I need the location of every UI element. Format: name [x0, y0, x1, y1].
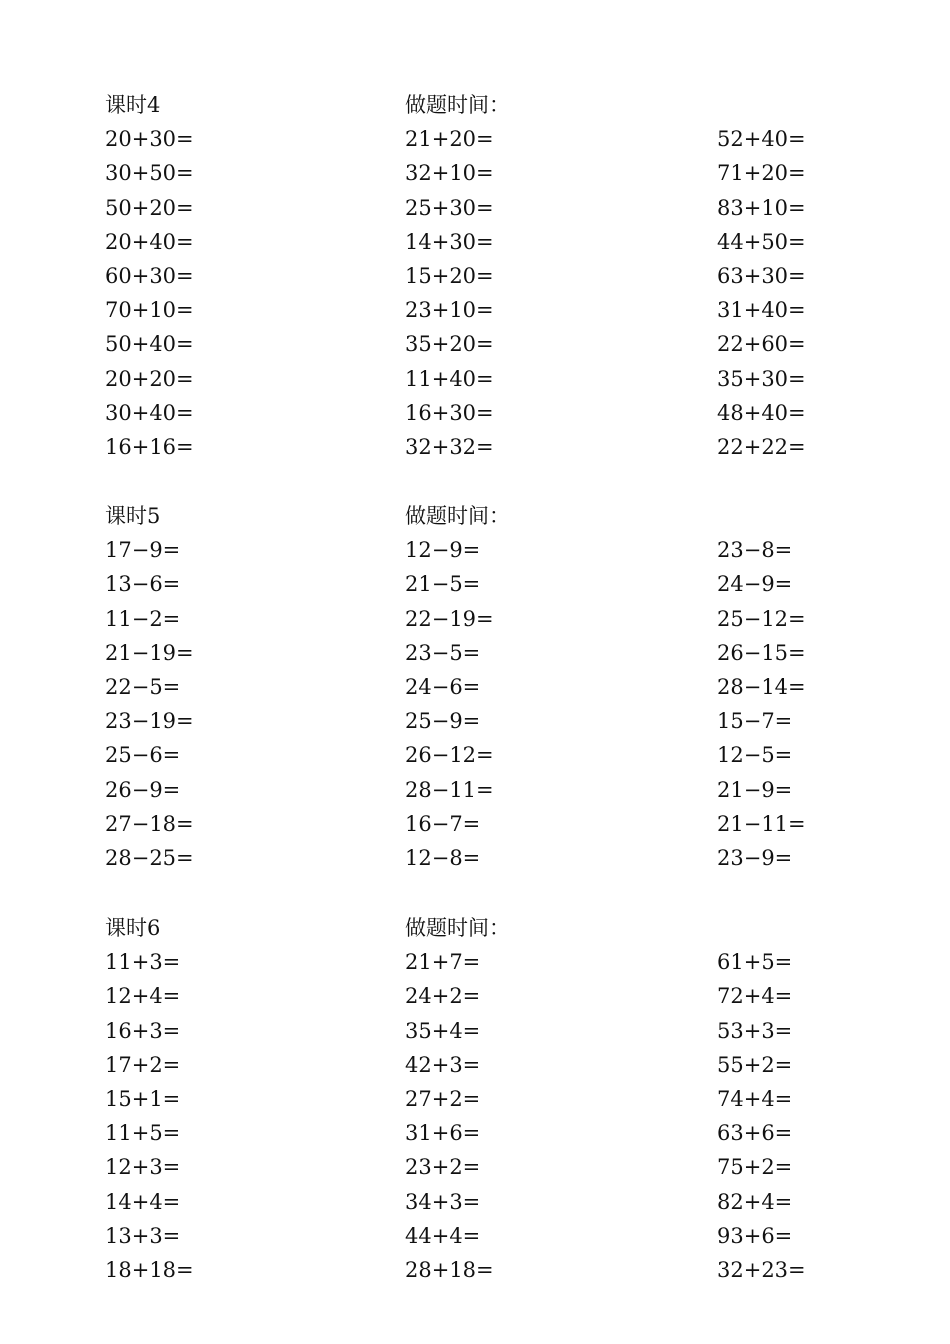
problem: 13+3=	[105, 1223, 181, 1248]
problem: 26−9=	[105, 777, 181, 802]
problem-row	[0, 602, 950, 636]
problem: 16−7=	[405, 811, 481, 836]
problem-row	[0, 670, 950, 704]
problem: 16+30=	[405, 400, 494, 425]
problem: 93+6=	[717, 1223, 793, 1248]
problem-row	[0, 1219, 950, 1253]
problem: 42+3=	[405, 1052, 481, 1077]
problem: 20+40=	[105, 229, 194, 254]
problem: 27−18=	[105, 811, 194, 836]
problem: 22−5=	[105, 675, 181, 699]
section-header	[0, 911, 950, 945]
problem: 11+5=	[105, 1121, 181, 1146]
problem: 28−25=	[105, 846, 194, 870]
problem: 21+20=	[405, 127, 494, 152]
problem: 15+20=	[405, 264, 494, 288]
problem-row	[0, 430, 950, 464]
problem: 23+2=	[405, 1155, 481, 1180]
problem: 11+40=	[405, 366, 494, 391]
problem: 22+22=	[717, 435, 806, 459]
problem: 21−11=	[717, 811, 806, 836]
problem-row	[0, 567, 950, 601]
problem: 53+3=	[717, 1018, 793, 1043]
problem: 60+30=	[105, 264, 194, 288]
problem: 72+4=	[717, 984, 793, 1009]
problem-row	[0, 1048, 950, 1082]
problem-row	[0, 327, 950, 361]
problem: 61+5=	[717, 950, 793, 975]
problem: 26−15=	[717, 640, 806, 665]
problem: 35+20=	[405, 332, 494, 357]
problem-row	[0, 738, 950, 772]
lesson-title: 课时4	[105, 93, 161, 117]
lesson-title: 课时5	[105, 504, 161, 528]
problem: 11−2=	[105, 606, 181, 631]
problem: 48+40=	[717, 400, 806, 425]
problem: 25−6=	[105, 743, 181, 768]
problem: 21−19=	[105, 640, 194, 665]
problem: 23−8=	[717, 538, 793, 563]
problem: 75+2=	[717, 1155, 793, 1180]
problem-row	[0, 841, 950, 875]
problem: 24+2=	[405, 984, 481, 1009]
problem: 22−19=	[405, 606, 494, 631]
problem: 23−19=	[105, 709, 194, 734]
problem: 12+3=	[105, 1155, 181, 1180]
problem: 31+6=	[405, 1121, 481, 1146]
problem: 50+20=	[105, 195, 194, 220]
problem: 50+40=	[105, 332, 194, 357]
problem: 71+20=	[717, 161, 806, 186]
problem-row	[0, 533, 950, 567]
problem-row	[0, 191, 950, 225]
problem-row	[0, 773, 950, 807]
time-label: 做题时间：	[405, 504, 510, 528]
problem-row	[0, 225, 950, 259]
problem: 35+30=	[717, 366, 806, 391]
problem: 21−5=	[405, 572, 481, 597]
problem: 14+30=	[405, 229, 494, 254]
problem: 63+30=	[717, 264, 806, 288]
problem: 27+2=	[405, 1087, 481, 1111]
problem-row	[0, 1253, 950, 1287]
problem-row	[0, 122, 950, 156]
problem: 83+10=	[717, 195, 806, 220]
time-label: 做题时间：	[405, 916, 510, 940]
problem-row	[0, 807, 950, 841]
problem: 18+18=	[105, 1258, 194, 1282]
problem-row	[0, 1116, 950, 1150]
problem: 14+4=	[105, 1189, 181, 1214]
problem: 15+1=	[105, 1087, 181, 1111]
problem-row	[0, 945, 950, 979]
problem: 31+40=	[717, 298, 806, 323]
problem: 21−9=	[717, 777, 793, 802]
lesson-title: 课时6	[105, 916, 161, 940]
problem: 63+6=	[717, 1121, 793, 1146]
problem: 24−9=	[717, 572, 793, 597]
problem: 23−5=	[405, 640, 481, 665]
problem: 15−7=	[717, 709, 793, 734]
problem: 11+3=	[105, 950, 181, 975]
problem-row	[0, 1185, 950, 1219]
problem-row	[0, 156, 950, 190]
problem: 24−6=	[405, 675, 481, 699]
problem: 34+3=	[405, 1189, 481, 1214]
problem: 25+30=	[405, 195, 494, 220]
problem: 30+50=	[105, 161, 194, 186]
problem-row	[0, 293, 950, 327]
problem: 21+7=	[405, 950, 481, 975]
problem: 12−5=	[717, 743, 793, 768]
problem: 12−8=	[405, 846, 481, 870]
problem: 52+40=	[717, 127, 806, 152]
problem: 17−9=	[105, 538, 181, 563]
problem: 70+10=	[105, 298, 194, 323]
problem: 26−12=	[405, 743, 494, 768]
problem: 32+23=	[717, 1258, 806, 1282]
problem-row	[0, 259, 950, 293]
problem: 20+20=	[105, 366, 194, 391]
problem: 55+2=	[717, 1052, 793, 1077]
problem-row	[0, 1014, 950, 1048]
problem-row	[0, 362, 950, 396]
problem: 16+3=	[105, 1018, 181, 1043]
problem: 28+18=	[405, 1258, 494, 1282]
problem-row	[0, 979, 950, 1013]
section-header	[0, 499, 950, 533]
problem: 23−9=	[717, 846, 793, 870]
section-header	[0, 88, 950, 122]
problem: 32+32=	[405, 435, 494, 459]
problem: 25−12=	[717, 606, 806, 631]
time-label: 做题时间：	[405, 93, 510, 117]
problem-row	[0, 1082, 950, 1116]
problem: 12+4=	[105, 984, 181, 1009]
problem: 28−14=	[717, 675, 806, 699]
problem: 22+60=	[717, 332, 806, 357]
problem: 44+50=	[717, 229, 806, 254]
problem: 28−11=	[405, 777, 494, 802]
problem-row	[0, 1150, 950, 1184]
problem-row	[0, 636, 950, 670]
problem: 82+4=	[717, 1189, 793, 1214]
problem: 30+40=	[105, 400, 194, 425]
problem: 44+4=	[405, 1223, 481, 1248]
problem: 23+10=	[405, 298, 494, 323]
problem-row	[0, 396, 950, 430]
problem: 16+16=	[105, 435, 194, 459]
problem: 12−9=	[405, 538, 481, 563]
problem: 35+4=	[405, 1018, 481, 1043]
problem: 20+30=	[105, 127, 194, 152]
problem: 74+4=	[717, 1087, 793, 1111]
problem: 25−9=	[405, 709, 481, 734]
problem: 13−6=	[105, 572, 181, 597]
problem: 32+10=	[405, 161, 494, 186]
problem-row	[0, 704, 950, 738]
problem: 17+2=	[105, 1052, 181, 1077]
